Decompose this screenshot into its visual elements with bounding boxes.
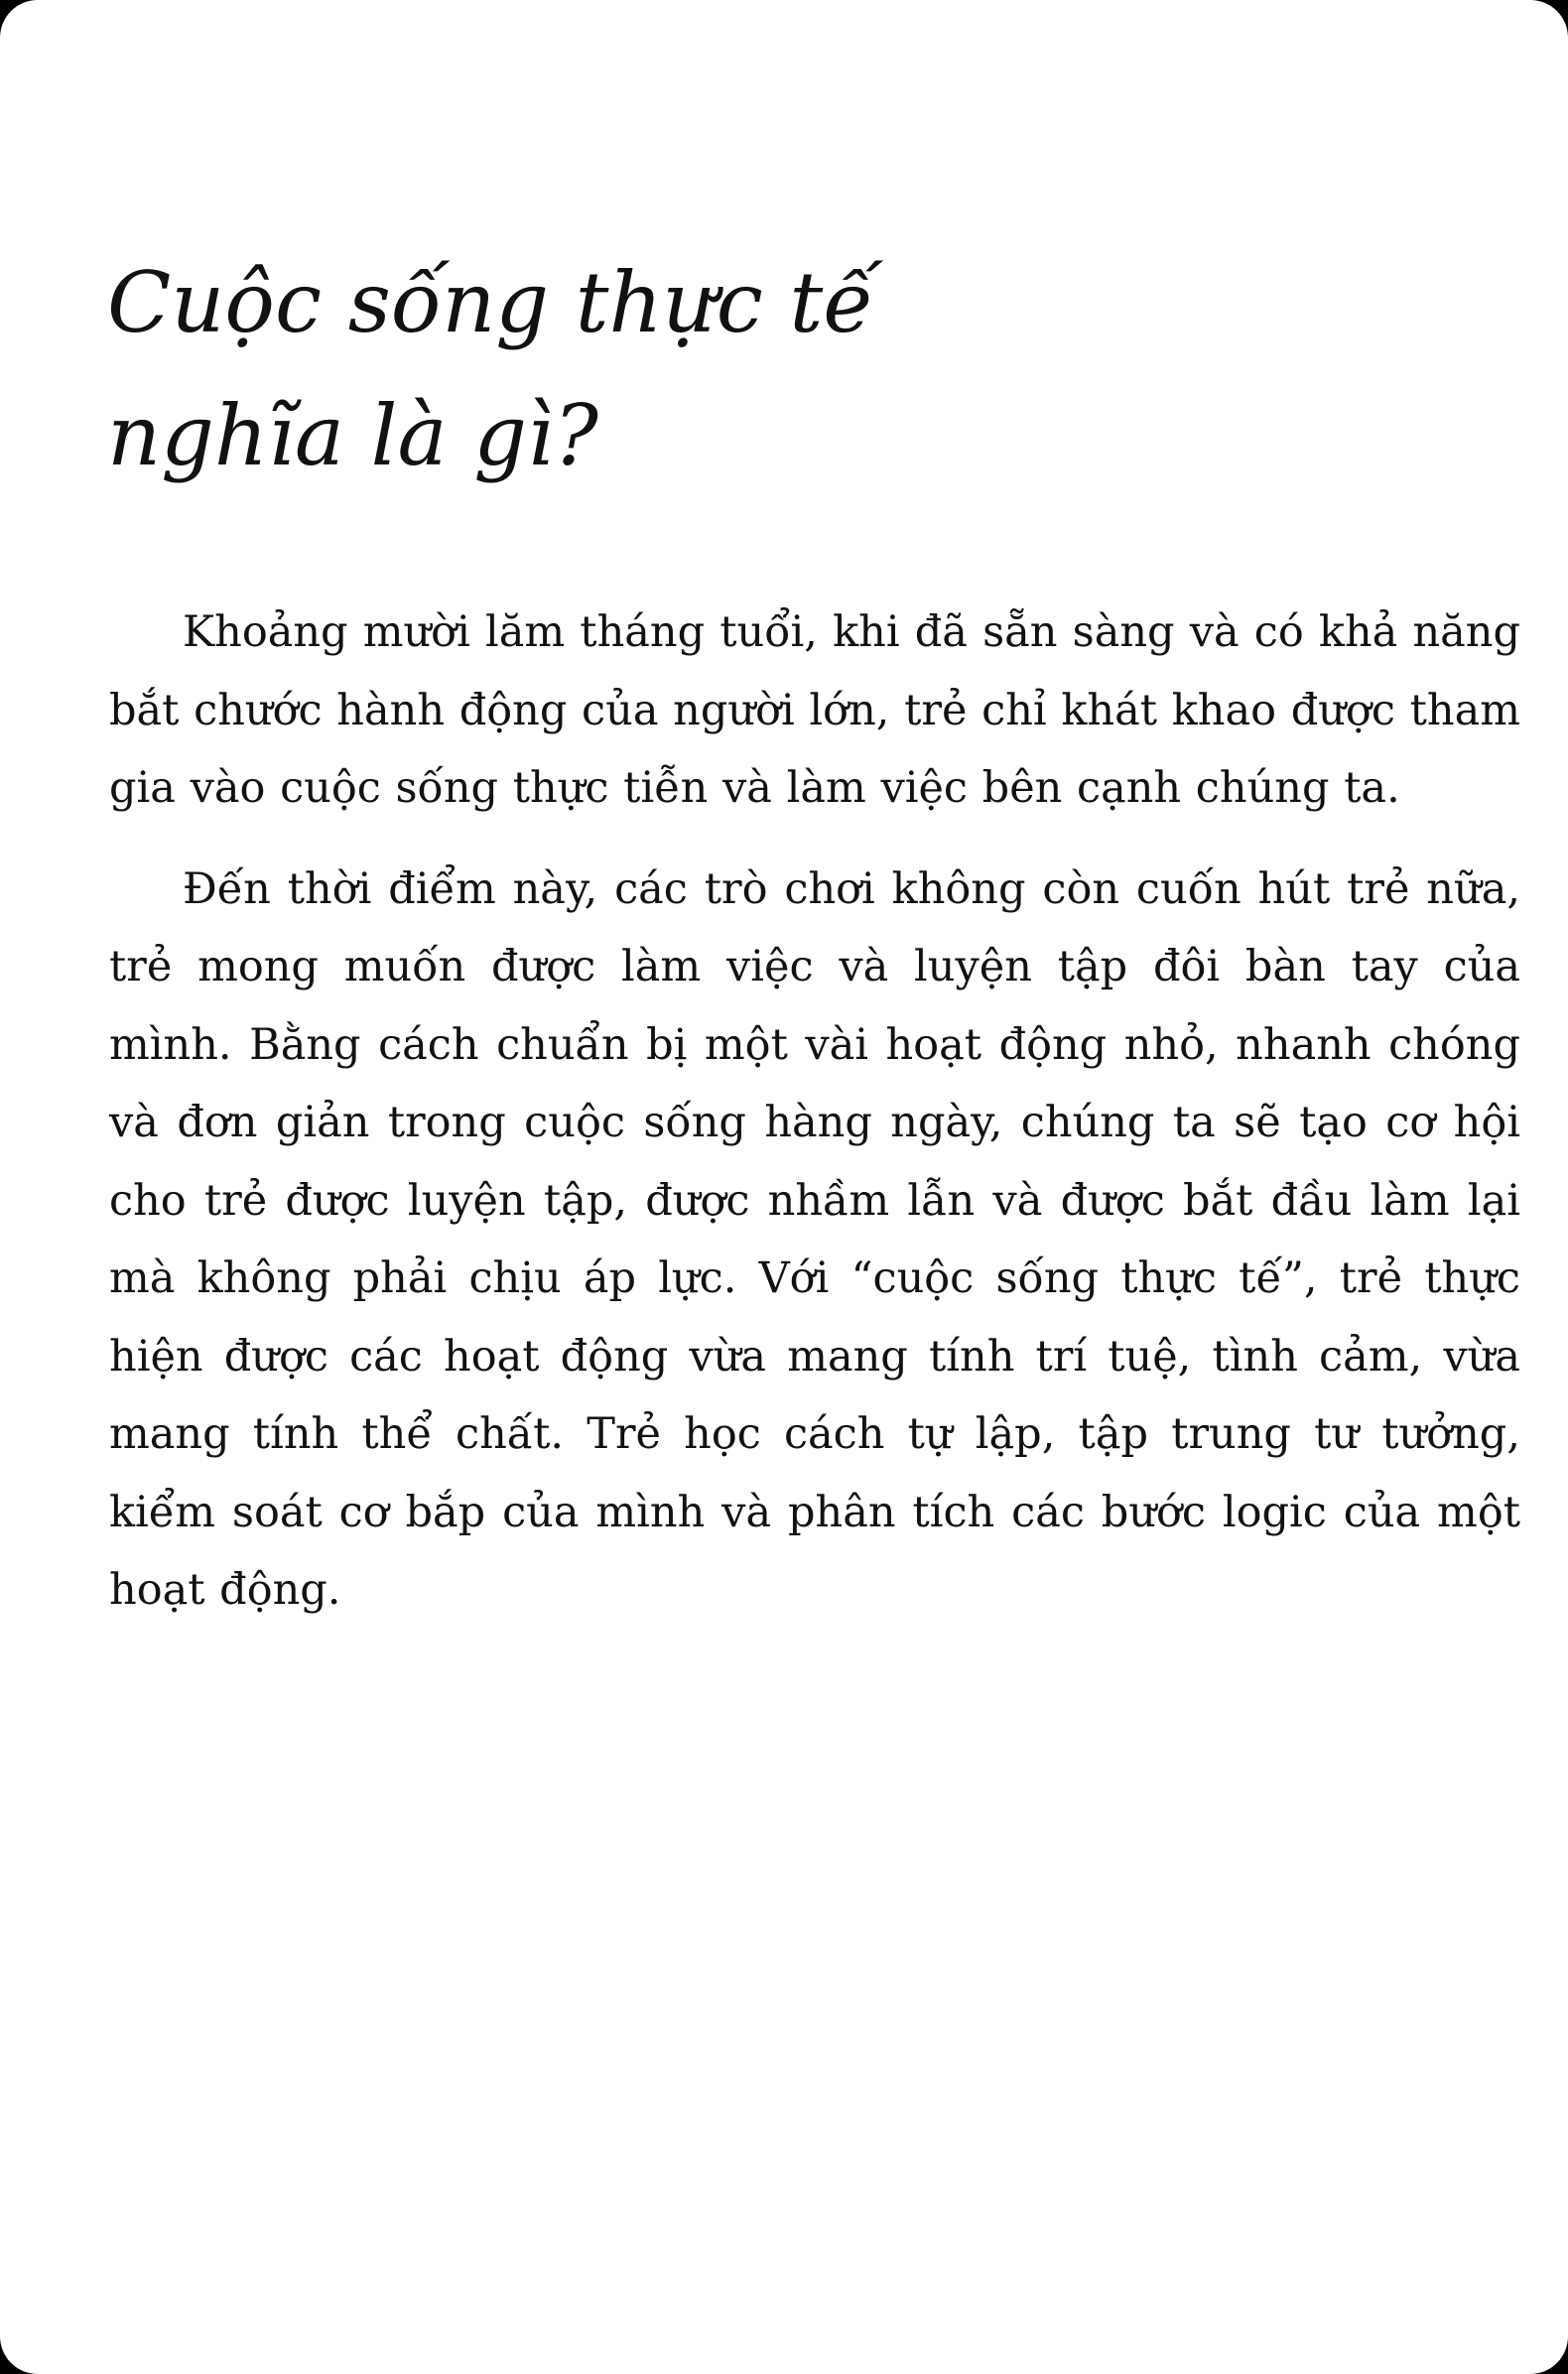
paragraph-2: Đến thời điểm này, các trò chơi không còn cuốn hút trẻ nữa, trẻ mong muốn được làm việc và luyện tập đôi bàn tay của mình. Bằng cách chuẩn bị một vài hoạt động nhỏ, nhanh chóng và đơn giản trong cuộc sống hàng ngày, chúng ta sẽ tạo cơ hội cho trẻ được luyện tập, được nhầm lẫn và được bắt đầu làm lại mà không phải chịu áp lực. Với “cuộc sống thực tế”, trẻ thực hiện được các hoạt động vừa mang tính trí tuệ, tình cảm, vừa mang tính thể chất. Trẻ học cách tự lập, tập trung tư tưởng, kiểm soát cơ bắp của mình và phân tích các bước logic của một hoạt động. bbox=[109, 863, 1520, 1615]
page-title-line-2: nghĩa là gì? bbox=[107, 387, 598, 484]
paragraph-1: Khoảng mười lăm tháng tuổi, khi đã sẵn sàng và có khả năng bắt chước hành động của người lớn, trẻ chỉ khát khao được tham gia vào cuộc sống thực tiễn và làm việc bên cạnh chúng ta. bbox=[109, 607, 1520, 813]
page-title-line-1: Cuộc sống thực tế bbox=[107, 254, 874, 351]
page-title bbox=[107, 236, 1199, 502]
body-text bbox=[109, 594, 1520, 1630]
